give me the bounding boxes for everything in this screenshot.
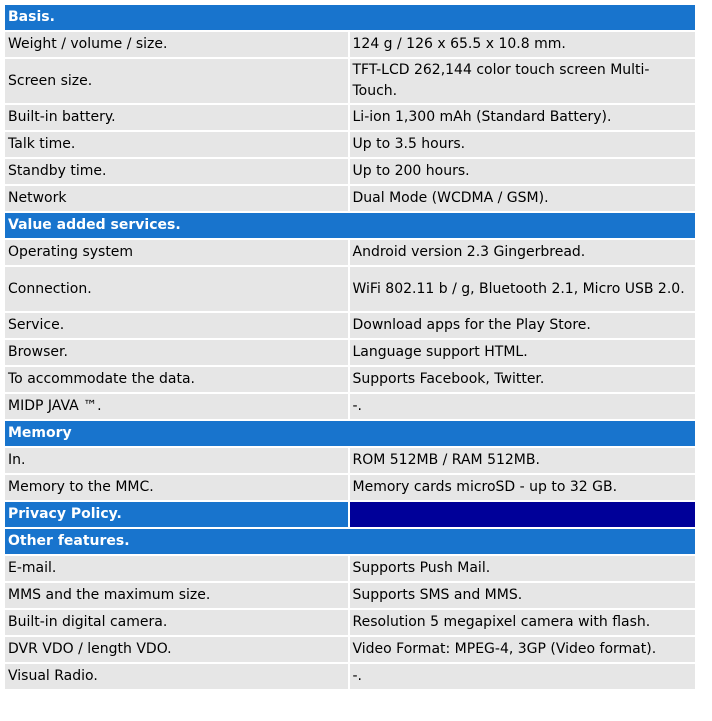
section-header-privacy-policy bbox=[5, 502, 695, 527]
spec-value: Up to 200 hours. bbox=[350, 159, 696, 184]
table-row bbox=[5, 313, 695, 338]
table-row bbox=[5, 240, 695, 265]
section-title: Privacy Policy. bbox=[5, 502, 348, 527]
spec-value: Memory cards microSD - up to 32 GB. bbox=[350, 475, 696, 500]
spec-label: DVR VDO / length VDO. bbox=[5, 637, 348, 662]
spec-label: Operating system bbox=[5, 240, 348, 265]
spec-table bbox=[3, 3, 697, 691]
spec-value: -. bbox=[350, 664, 696, 689]
spec-label: Built-in digital camera. bbox=[5, 610, 348, 635]
privacy-policy-value-cell bbox=[350, 502, 696, 527]
spec-value: ROM 512MB / RAM 512MB. bbox=[350, 448, 696, 473]
table-row bbox=[5, 610, 695, 635]
table-row bbox=[5, 105, 695, 130]
table-row bbox=[5, 32, 695, 57]
section-header-memory bbox=[5, 421, 695, 446]
spec-value: Supports Push Mail. bbox=[350, 556, 696, 581]
spec-label: Screen size. bbox=[5, 59, 348, 103]
spec-value: Dual Mode (WCDMA / GSM). bbox=[350, 186, 696, 211]
section-header-value-added-services bbox=[5, 213, 695, 238]
table-row bbox=[5, 267, 695, 311]
table-row bbox=[5, 448, 695, 473]
table-row bbox=[5, 583, 695, 608]
table-row bbox=[5, 637, 695, 662]
section-title: Basis. bbox=[5, 5, 695, 30]
table-row bbox=[5, 556, 695, 581]
table-row bbox=[5, 475, 695, 500]
spec-label: To accommodate the data. bbox=[5, 367, 348, 392]
table-row bbox=[5, 664, 695, 689]
section-header-other-features bbox=[5, 529, 695, 554]
table-row bbox=[5, 394, 695, 419]
spec-value: Supports SMS and MMS. bbox=[350, 583, 696, 608]
section-title: Memory bbox=[5, 421, 695, 446]
spec-value: Video Format: MPEG-4, 3GP (Video format). bbox=[350, 637, 696, 662]
section-title: Other features. bbox=[5, 529, 695, 554]
spec-value: TFT-LCD 262,144 color touch screen Multi-Touch. bbox=[350, 59, 696, 103]
spec-value: Li-ion 1,300 mAh (Standard Battery). bbox=[350, 105, 696, 130]
table-row bbox=[5, 186, 695, 211]
spec-value: Up to 3.5 hours. bbox=[350, 132, 696, 157]
spec-label: Built-in battery. bbox=[5, 105, 348, 130]
table-row bbox=[5, 340, 695, 365]
table-row bbox=[5, 367, 695, 392]
spec-value: 124 g / 126 x 65.5 x 10.8 mm. bbox=[350, 32, 696, 57]
spec-label: E-mail. bbox=[5, 556, 348, 581]
spec-value: Download apps for the Play Store. bbox=[350, 313, 696, 338]
table-row bbox=[5, 59, 695, 103]
spec-label: MIDP JAVA ™. bbox=[5, 394, 348, 419]
spec-label: MMS and the maximum size. bbox=[5, 583, 348, 608]
spec-value: -. bbox=[350, 394, 696, 419]
spec-value: Supports Facebook, Twitter. bbox=[350, 367, 696, 392]
spec-label: Visual Radio. bbox=[5, 664, 348, 689]
spec-label: Network bbox=[5, 186, 348, 211]
table-row bbox=[5, 159, 695, 184]
spec-label: Standby time. bbox=[5, 159, 348, 184]
spec-value: Language support HTML. bbox=[350, 340, 696, 365]
section-header-basis bbox=[5, 5, 695, 30]
spec-label: Service. bbox=[5, 313, 348, 338]
spec-label: Memory to the MMC. bbox=[5, 475, 348, 500]
section-title: Value added services. bbox=[5, 213, 695, 238]
spec-label: Talk time. bbox=[5, 132, 348, 157]
spec-label: Browser. bbox=[5, 340, 348, 365]
spec-value: Resolution 5 megapixel camera with flash. bbox=[350, 610, 696, 635]
spec-label: Connection. bbox=[5, 267, 348, 311]
spec-label: Weight / volume / size. bbox=[5, 32, 348, 57]
spec-value: Android version 2.3 Gingerbread. bbox=[350, 240, 696, 265]
table-row bbox=[5, 132, 695, 157]
spec-label: In. bbox=[5, 448, 348, 473]
spec-value: WiFi 802.11 b / g, Bluetooth 2.1, Micro USB 2.0. bbox=[350, 267, 696, 311]
